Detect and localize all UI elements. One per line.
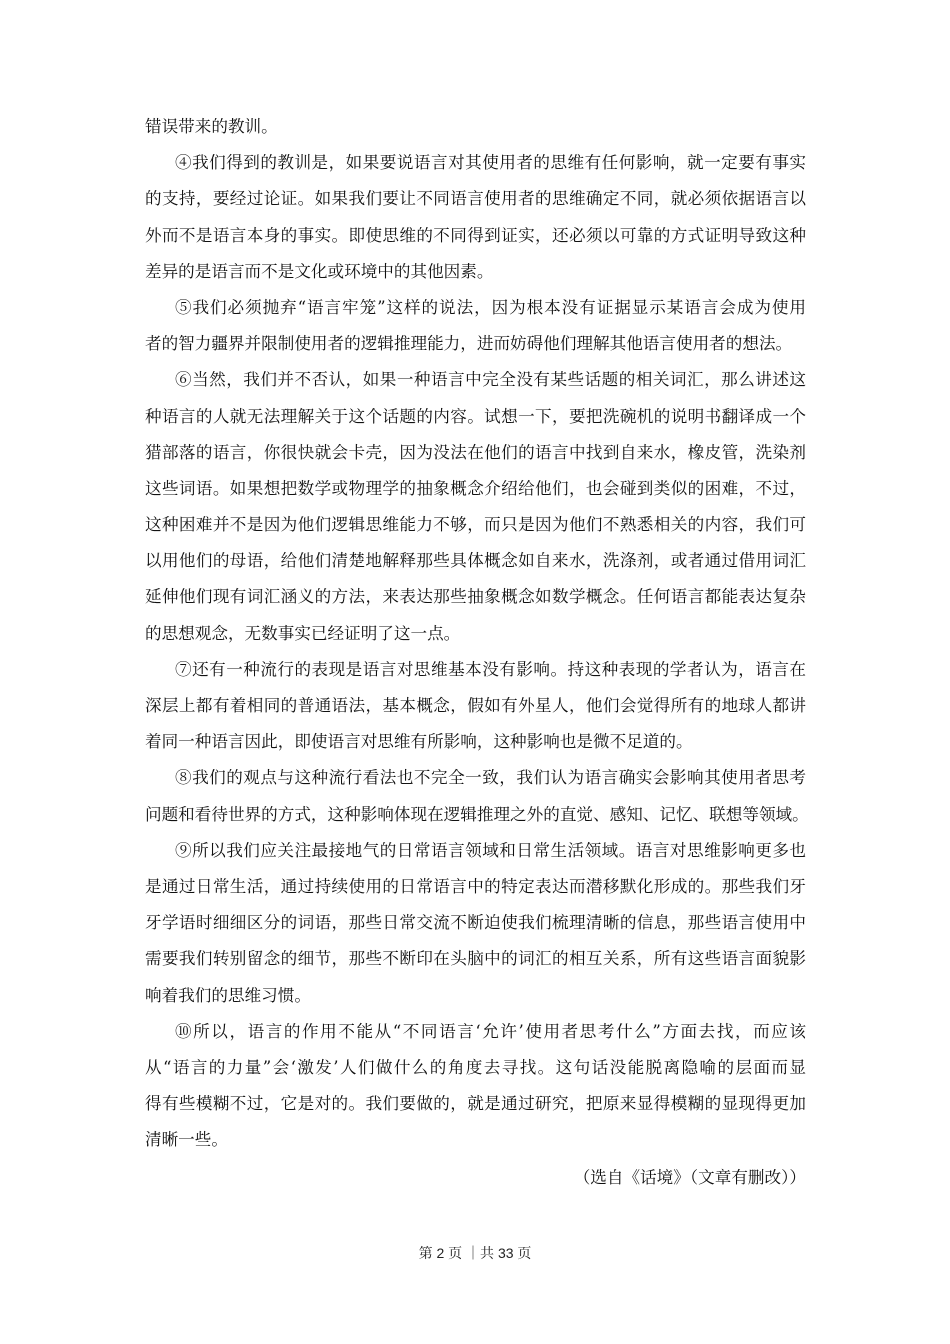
text-line: 猎部落的语言，你很快就会卡壳，因为没法在他们的语言中找到自来水，橡皮管，洗染剂: [145, 442, 806, 462]
text-line: 这种困难并不是因为他们逻辑思维能力不够，而只是因为他们不熟悉相关的内容，我们可: [145, 515, 806, 535]
text-line: ⑩所以，语言的作用不能从“不同语言‘允许’使用者思考什么”方面去找，而应该: [175, 1021, 806, 1041]
text-line: ⑥当然，我们并不否认，如果一种语言中完全没有某些话题的相关词汇，那么讲述这: [175, 370, 806, 390]
text-line: 从“语言的力量”会‘激发’人们做什么的角度去寻找。这句话没能脱离隐喻的层面而显: [145, 1057, 806, 1077]
text-line: ⑦还有一种流行的表现是语言对思维基本没有影响。持这种表现的学者认为，语言在: [175, 659, 806, 679]
text-line: ⑧我们的观点与这种流行看法也不完全一致，我们认为语言确实会影响其使用者思考: [175, 768, 806, 788]
paragraph: [145, 760, 809, 832]
text-line: 延伸他们现有词汇涵义的方法，来表达那些抽象概念如数学概念。任何语言都能表达复杂: [145, 587, 806, 607]
text-line: 清晰一些。: [145, 1130, 228, 1150]
text-line: ⑨所以我们应关注最接地气的日常语言领域和日常生活领域。语言对思维影响更多也: [175, 840, 806, 860]
text-line: 响着我们的思维习惯。: [145, 985, 311, 1005]
text-line: ④我们得到的教训是，如果要说语言对其使用者的思维有任何影响，就一定要有事实: [175, 153, 806, 173]
text-line: ⑤我们必须抛弃“语言牢笼”这样的说法，因为根本没有证据显示某语言会成为使用: [175, 297, 806, 317]
paragraph: [145, 1014, 806, 1159]
paragraph: [145, 290, 806, 362]
text-line: 的思想观念，无数事实已经证明了这一点。: [145, 623, 461, 643]
paragraph: [145, 145, 806, 290]
text-line: 错误带来的教训。: [145, 117, 278, 136]
text-line: 着同一种语言因此，即使语言对思维有所影响，这种影响也是微不足道的。: [145, 732, 693, 752]
text-line: 牙学语时细细区分的词语，那些日常交流不断迫使我们梳理清晰的信息，那些语言使用中: [145, 913, 806, 933]
text-line: 深层上都有着相同的普通语法，基本概念，假如有外星人，他们会觉得所有的地球人都讲: [145, 696, 806, 715]
source-citation: （选自《话境》（文章有删改））: [573, 1168, 806, 1188]
page-footer: 第 2 页 ｜共 33 页: [418, 1245, 532, 1261]
text-line: 问题和看待世界的方式，这种影响体现在逻辑推理之外的直觉、感知、记忆、联想等领域。: [145, 804, 809, 824]
text-line: 这些词语。如果想把数学或物理学的抽象概念介绍给他们，也会碰到类似的困难，不过，: [145, 478, 806, 498]
text-line: 种语言的人就无法理解关于这个话题的内容。试想一下，要把洗碗机的说明书翻译成一个: [145, 406, 806, 426]
text-line: 者的智力疆界并限制使用者的逻辑推理能力，进而妨碍他们理解其他语言使用者的想法。: [145, 334, 793, 354]
text-line: 外而不是语言本身的事实。即使思维的不同得到证实，还必须以可靠的方式证明导致这种: [145, 225, 806, 245]
paragraph: [145, 362, 806, 652]
text-line: 的支持，要经过论证。如果我们要让不同语言使用者的思维确定不同，就必须依据语言以: [145, 189, 806, 209]
text-line: 以用他们的母语，给他们清楚地解释那些具体概念如自来水，洗涤剂，或者通过借用词汇: [145, 551, 806, 571]
text-line: 是通过日常生活，通过持续使用的日常语言中的特定表达而潜移默化形成的。那些我们牙: [145, 876, 806, 896]
text-line: 需要我们转别留念的细节，那些不断印在头脑中的词汇的相互关系，所有这些语言面貌影: [145, 949, 806, 969]
paragraph: [145, 109, 806, 145]
text-line: 差异的是语言而不是文化或环境中的其他因素。: [145, 261, 494, 281]
document-body: [145, 109, 809, 1196]
paragraph: [145, 652, 806, 761]
paragraph: [145, 833, 806, 1014]
text-line: 得有些模糊不过，它是对的。我们要做的，就是通过研究，把原来显得模糊的显现得更加: [145, 1094, 806, 1114]
